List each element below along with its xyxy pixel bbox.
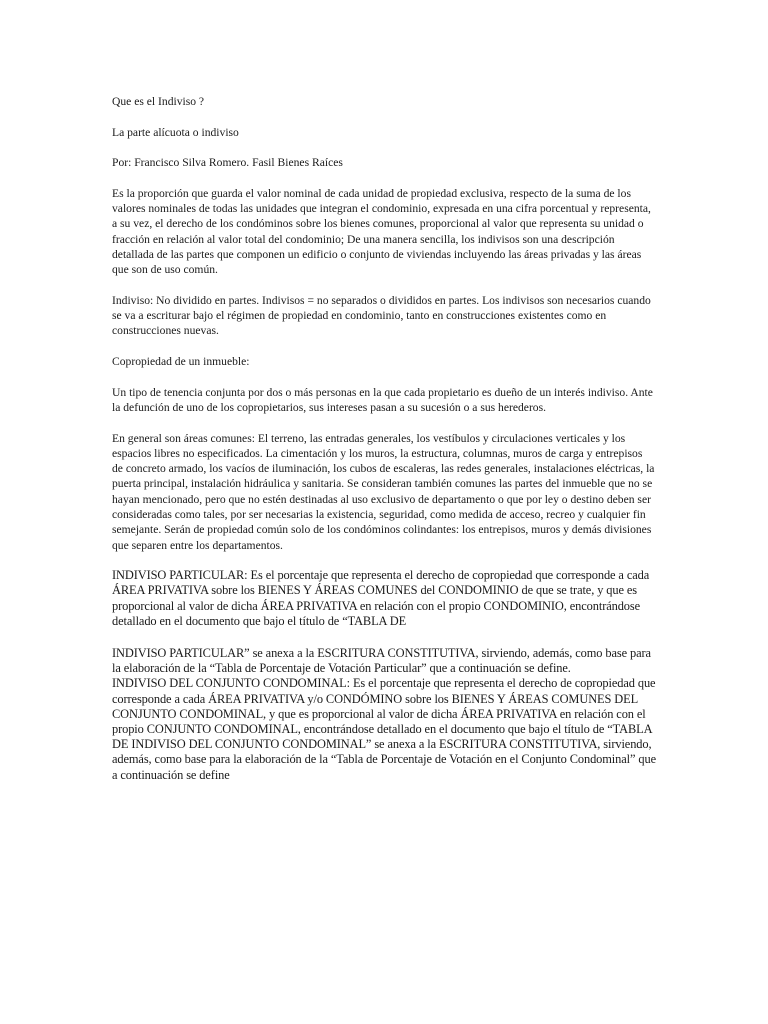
paragraph-indiviso-particular-part1: INDIVISO PARTICULAR: Es el porcentaje que representa el derecho de copropiedad que corresponde a cada ÁREA PRIVATIVA sobre los BIENES Y ÁREAS COMUNES del CONDOMINIO de que se trate, y que es proporcional al valor de dicha ÁREA PRIVATIVA en relación con el propio CONDOMINIO, encontrándose detallado en el documento que bajo el título de “TABLA DE — [112, 568, 650, 628]
document-title: Que es el Indiviso ? — [112, 95, 205, 108]
paragraph-copropiedad: Un tipo de tenencia conjunta por dos o más personas en la que cada propietario es dueño de un interés indiviso. Ante la defunción de uno de los copropietarios, sus intereses pasan a su sucesión o a sus herederos. — [112, 385, 653, 414]
paragraph-definition: Es la proporción que guarda el valor nominal de cada unidad de propiedad exclusiva, respecto de la suma de los valores nominales de todas las unidades que integran el condominio, expresada en una cifra porcentual y representa, a su vez, el derecho de los condóminos sobre los bienes comunes, proporcional al valor que representa su unidad o fracción en relación al valor total del condominio; De una manera sencilla, los indivisos son una descripción detallada de las partes que componen un edificio o conjunto de viviendas incluyendo las áreas privadas y las áreas que son de uso común. — [112, 186, 651, 277]
document-byline: Por: Francisco Silva Romero. Fasil Bienes Raíces — [112, 156, 343, 170]
document-page — [112, 94, 656, 783]
document-subtitle: La parte alícuota o indiviso — [112, 125, 239, 139]
section-heading-copropiedad: Copropiedad de un inmueble: — [112, 355, 250, 369]
paragraph-indiviso-particular-part2: INDIVISO PARTICULAR” se anexa a la ESCRITURA CONSTITUTIVA, sirviendo, además, como base para la elaboración de la “Tabla de Porcentaje de Votación Particular” que a continuación se define. — [112, 646, 651, 676]
paragraph-indiviso-meaning: Indiviso: No dividido en partes. Indivisos = no separados o divididos en partes. Los indivisos son necesarios cuando se va a escriturar bajo el régimen de propiedad en condominio, tanto en construcciones existentes como en construcciones nuevas. — [112, 293, 651, 338]
paragraph-areas-comunes: En general son áreas comunes: El terreno, las entradas generales, los vestíbulos y circulaciones verticales y los espacios libres no especificados. La cimentación y los muros, la estructura, columnas, muros de carga y entrepisos de concreto armado, los vacíos de iluminación, los cubos de escaleras, las redes generales, instalaciones eléctricas, la puerta principal, instalación hidráulica y sanitaria. Se consideran también comunes las partes del inmueble que no se hayan mencionado, pero que no estén destinadas al uso exclusivo de departamento o que por ley o destino deben ser consideradas como tales, por ser necesarias la existencia, seguridad, como medida de acceso, recreo y cualquier fin semejante. Serán de propiedad común solo de los condóminos colindantes: los entrepisos, muros y demás divisiones que separen entre los departamentos. — [112, 431, 655, 552]
paragraph-indiviso-conjunto: INDIVISO DEL CONJUNTO CONDOMINAL: Es el porcentaje que representa el derecho de copropiedad que corresponde a cada ÁREA PRIVATIVA y/o CONDÓMINO sobre los BIENES Y ÁREAS COMUNES DEL CONJUNTO CONDOMINAL, y que es proporcional al valor de dicha ÁREA PRIVATIVA en relación con el propio CONJUNTO CONDOMINAL, encontrándose detallado en el documento que bajo el título de “TABLA DE INDIVISO DEL CONJUNTO CONDOMINAL” se anexa a la ESCRITURA CONSTITUTIVA, sirviendo, además, como base para la elaboración de la “Tabla de Porcentaje de Votación en el Conjunto Condominal” que a continuación se define — [112, 676, 656, 782]
